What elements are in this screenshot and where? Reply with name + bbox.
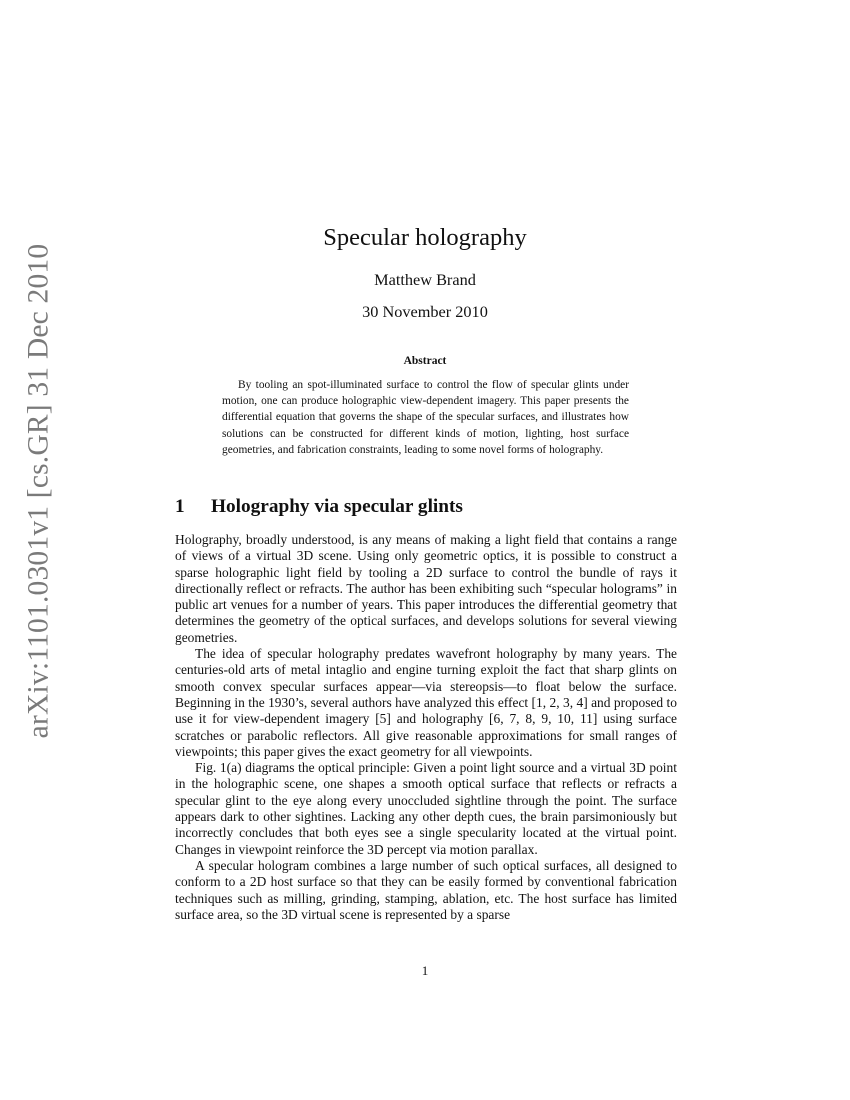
body-paragraph: A specular hologram combines a large number of such optical surfaces, all designed to conform to a 2D host surface so that they can be easily formed by conventional fabrication techniques such as milling, grinding, stamping, ablation, etc. The host surface has limited surface area, so the 3D virtual scene is represented by a sparse bbox=[175, 857, 677, 922]
body-paragraph: Fig. 1(a) diagrams the optical principle: Given a point light source and a virtual 3D point in the holographic scene, one shapes a smooth optical surface that reflects or refracts a specular glint to the eye along every unoccluded sightline through the point. The surface appears dark to other sightines. Lacking any other depth cues, the brain parsimoniously but incorrectly concludes that both eyes see a single specularity located at the virtual point. Changes in viewpoint reinforce the 3D percept via motion parallax. bbox=[175, 760, 677, 857]
arxiv-identifier-text: arXiv:1101.0301v1 [cs.GR] 31 Dec 2010 bbox=[22, 243, 55, 739]
paper-author: Matthew Brand bbox=[374, 270, 476, 289]
page-number: 1 bbox=[421, 963, 429, 978]
section-title: Holography via specular glints bbox=[211, 496, 463, 517]
paper-title: Specular holography bbox=[323, 224, 527, 251]
abstract-heading: Abstract bbox=[403, 355, 447, 367]
section-heading bbox=[175, 496, 463, 518]
body-paragraph: Holography, broadly understood, is any means of making a light field that contains a range of views of a virtual 3D scene. Using only geometric optics, it is possible to construct a sparse holographic light field by tooling a 2D surface to control the bundle of rays it directionally reflect or refracts. The author has been exhibiting such “specular holograms” in public art venues for a number of years. This paper introduces the differential geometry that determines the geometry of the optical surfaces, and develops solutions for several viewing geometries. bbox=[175, 532, 677, 645]
section-body bbox=[175, 532, 677, 923]
abstract-text: By tooling an spot-illuminated surface to control the flow of specular glints under motion, one can produce holographic view-dependent imagery. This paper presents the differential equation that governs the shape of the specular surfaces, and illustrates how solutions can be constructed for different kinds of motion, lighting, host surface geometries, and fabrication constraints, leading to some novel forms of holography. bbox=[222, 379, 629, 456]
section-number: 1 bbox=[175, 496, 185, 517]
paper-date: 30 November 2010 bbox=[362, 302, 488, 321]
body-paragraph: The idea of specular holography predates wavefront holography by many years. The centuries-old arts of metal intaglio and engine turning exploit the fact that sharp glints on smooth convex specular surfaces appear—via stereopsis—to float below the surface. Beginning in the 1930’s, several authors have analyzed this effect [1, 2, 3, 4] and proposed to use it for view-dependent imagery [5] and holography [6, 7, 8, 9, 10, 11] using surface scratches or parabolic reflectors. All give reasonable approximations for small ranges of viewpoints; this paper gives the exact geometry for all viewpoints. bbox=[175, 646, 677, 759]
